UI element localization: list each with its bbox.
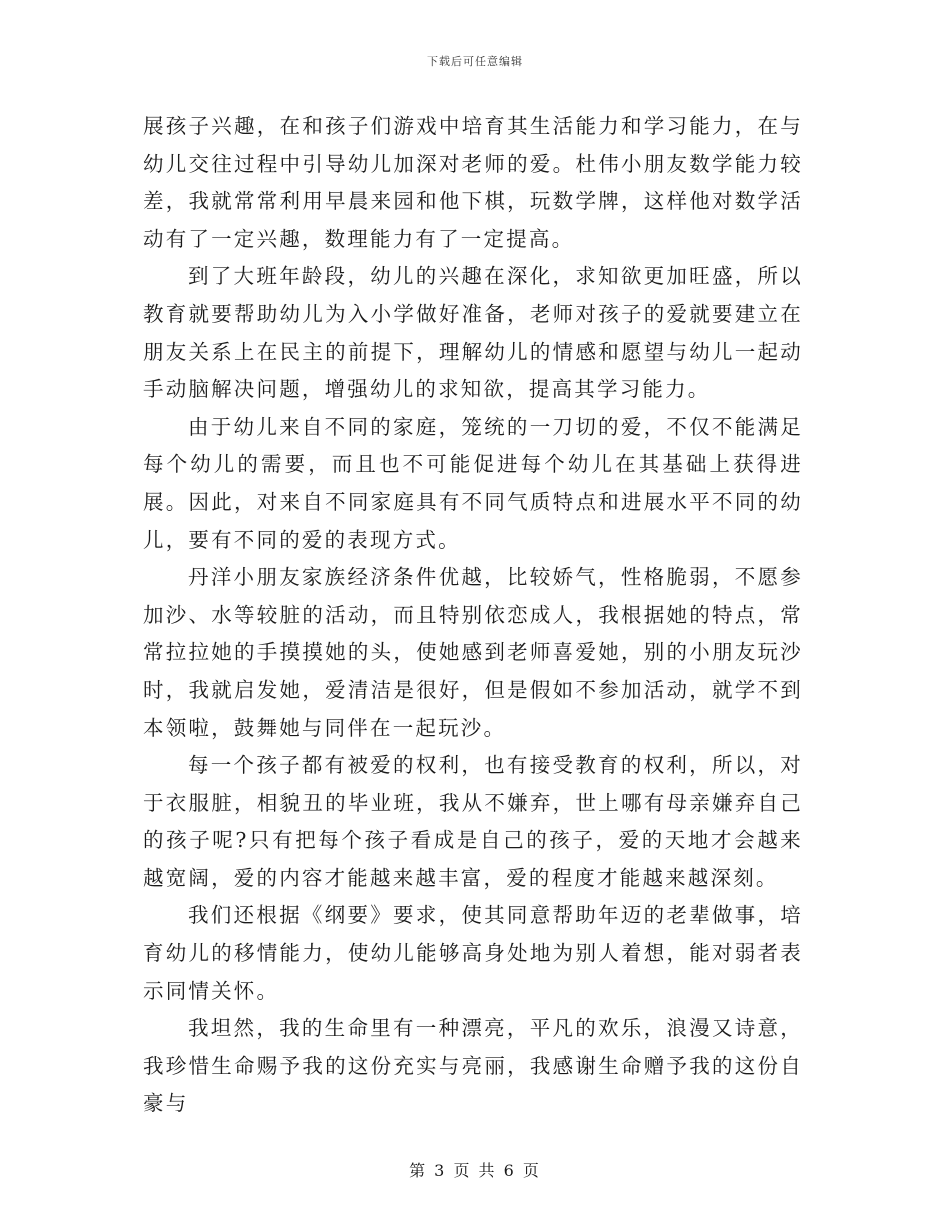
- paragraph-5: 每一个孩子都有被爱的权利，也有接受教育的权利，所以，对于衣服脏，相貌丑的毕业班，我从不嫌弃，世上哪有母亲嫌弃自己的孩子呢?只有把每个孩子看成是自己的孩子，爱的天地才会越来越宽阔，爱的内容才能越来越丰富，爱的程度才能越来越深刻。: [143, 753, 803, 890]
- paragraph-4: 丹洋小朋友家族经济条件优越，比较娇气，性格脆弱，不愿参加沙、水等较脏的活动，而且特别依恋成人，我根据她的特点，常常拉拉她的手摸摸她的头，使她感到老师喜爱她，别的小朋友玩沙时，我就启发她，爱清洁是很好，但是假如不参加活动，就学不到本领啦，鼓舞她与同伴在一起玩沙。: [143, 565, 803, 740]
- page-number: 第 3 页 共 6 页: [409, 1161, 541, 1180]
- paragraph-2: 到了大班年龄段，幼儿的兴趣在深化，求知欲更加旺盛，所以教育就要帮助幼儿为入小学做好准备，老师对孩子的爱就要建立在朋友关系上在民主的前提下，理解幼儿的情感和愿望与幼儿一起动手动脑解决问题，增强幼儿的求知欲，提高其学习能力。: [143, 264, 803, 402]
- paragraph-6: 我们还根据《纲要》要求，使其同意帮助年迈的老辈做事，培育幼儿的移情能力，使幼儿能够高身处地为别人着想，能对弱者表示同情关怀。: [143, 903, 803, 1003]
- paragraph-1: 展孩子兴趣，在和孩子们游戏中培育其生活能力和学习能力，在与幼儿交往过程中引导幼儿加深对老师的爱。杜伟小朋友数学能力较差，我就常常利用早晨来园和他下棋，玩数学牌，这样他对数学活动有了一定兴趣，数理能力有了一定提高。: [143, 114, 803, 251]
- paragraph-7: 我坦然，我的生命里有一种漂亮，平凡的欢乐，浪漫又诗意，我珍惜生命赐予我的这份充实与亮丽，我感谢生命赠予我的这份自豪与: [143, 1016, 803, 1116]
- page-header-note: 下载后可任意编辑: [427, 55, 523, 68]
- paragraph-3: 由于幼儿来自不同的家庭，笼统的一刀切的爱，不仅不能满足每个幼儿的需要，而且也不可能促进每个幼儿在其基础上获得进展。因此，对来自不同家庭具有不同气质特点和进展水平不同的幼儿，要有不同的爱的表现方式。: [143, 414, 803, 552]
- document-body: [143, 108, 803, 1123]
